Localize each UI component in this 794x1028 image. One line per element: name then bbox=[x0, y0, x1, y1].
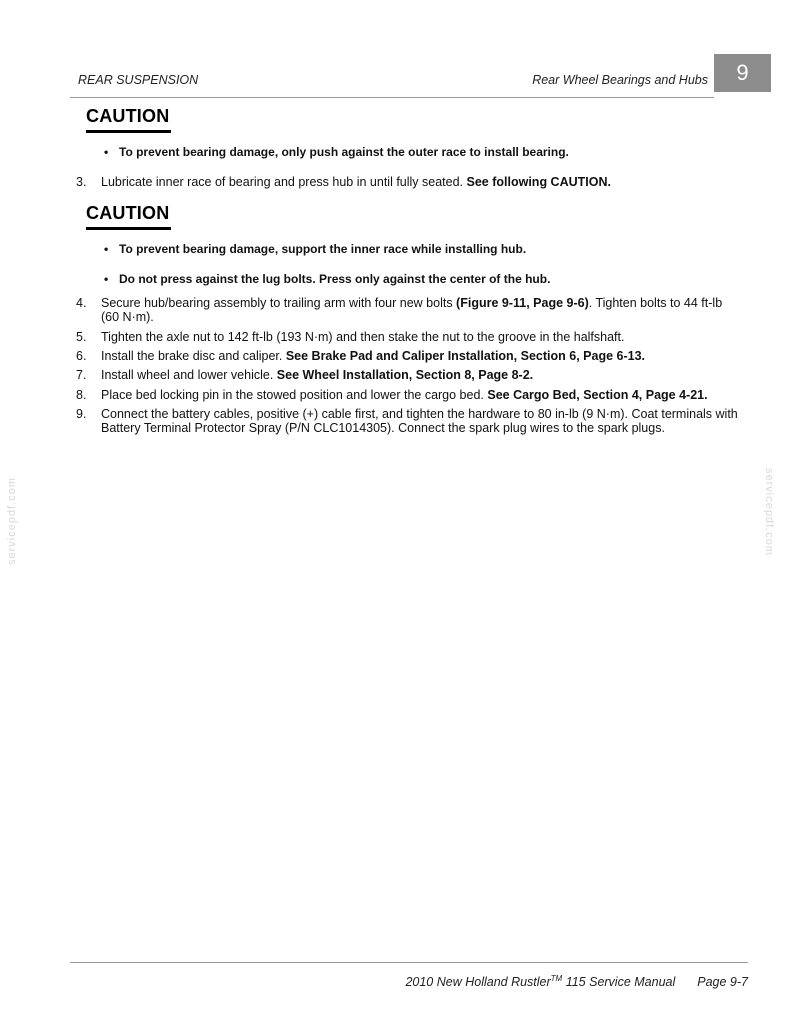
watermark-right: servicepdf.com bbox=[763, 468, 775, 556]
caution-bullet: • Do not press against the lug bolts. Press only against the center of the hub. bbox=[104, 272, 551, 286]
step-7 bbox=[76, 368, 741, 382]
bullet-icon: • bbox=[104, 272, 109, 286]
step-number: 4. bbox=[76, 296, 87, 310]
caution-underline bbox=[86, 130, 171, 133]
step-9 bbox=[76, 407, 741, 435]
chapter-tab: 9 bbox=[714, 54, 771, 92]
bullet-icon: • bbox=[104, 242, 109, 256]
caution-bullet: • To prevent bearing damage, support the inner race while installing hub. bbox=[104, 242, 527, 256]
header-divider bbox=[70, 97, 714, 98]
topic-title: Rear Wheel Bearings and Hubs bbox=[532, 73, 708, 87]
step-number: 9. bbox=[76, 407, 87, 421]
step-5 bbox=[76, 330, 741, 344]
step-4 bbox=[76, 296, 741, 324]
step-text: Install wheel and lower vehicle. See Wheel Installation, Section 8, Page 8-2. bbox=[101, 368, 534, 382]
section-title: REAR SUSPENSION bbox=[78, 73, 199, 87]
caution-title: CAUTION bbox=[86, 106, 170, 126]
manual-title: 2010 New Holland Rustler™ 115 Service Manual bbox=[405, 974, 676, 990]
page-number: Page 9-7 bbox=[697, 975, 748, 990]
watermark-left: servicepdf.com bbox=[6, 477, 18, 565]
caution-block-1 bbox=[86, 106, 171, 133]
step-text: Secure hub/bearing assembly to trailing arm with four new bolts (Figure 9-11, Page 9-6). Tighten bolts to 44 ft-lb (60 N·m). bbox=[101, 296, 723, 324]
caution-block-2 bbox=[86, 203, 171, 230]
step-text: Connect the battery cables, positive (+) cable first, and tighten the hardware to 80 in-lb (9 N·m). Coat terminals with Battery Terminal Protector Spray (P/N CLC1014305). Connect the spark plug wires to the spark plugs. bbox=[101, 407, 738, 435]
step-number: 7. bbox=[76, 368, 87, 382]
step-3 bbox=[76, 175, 741, 189]
step-number: 6. bbox=[76, 349, 87, 363]
step-number: 5. bbox=[76, 330, 87, 344]
step-8 bbox=[76, 388, 741, 402]
step-text: Lubricate inner race of bearing and press hub in until fully seated. See following CAUTION. bbox=[101, 175, 611, 189]
caution-underline bbox=[86, 227, 171, 230]
step-text: Install the brake disc and caliper. See Brake Pad and Caliper Installation, Section 6, Page 6-13. bbox=[101, 349, 645, 363]
step-text: Place bed locking pin in the stowed position and lower the cargo bed. See Cargo Bed, Section 4, Page 4-21. bbox=[101, 388, 708, 402]
step-number: 8. bbox=[76, 388, 87, 402]
step-6 bbox=[76, 349, 741, 363]
page-footer bbox=[405, 974, 748, 989]
footer-divider bbox=[70, 962, 748, 963]
caution-bullet: • To prevent bearing damage, only push against the outer race to install bearing. bbox=[104, 145, 569, 159]
step-text: Tighten the axle nut to 142 ft-lb (193 N·m) and then stake the nut to the groove in the halfshaft. bbox=[101, 330, 625, 344]
caution-title: CAUTION bbox=[86, 203, 170, 223]
bullet-icon: • bbox=[104, 145, 109, 159]
step-number: 3. bbox=[76, 175, 87, 189]
